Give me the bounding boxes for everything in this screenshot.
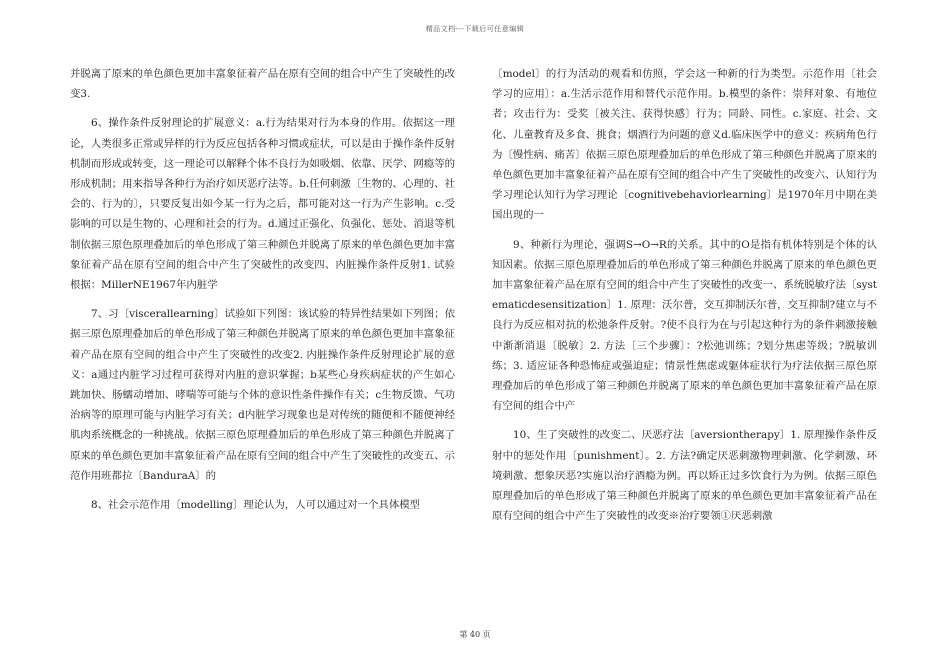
left-column bbox=[70, 64, 455, 524]
paragraph: 9、种新行为理论，强调S→O→R的关系。其中的O是指有机体特别是个体的认知因素。依据三原色原理叠加后的单色形成了第三种颜色并脱离了原来的单色颜色更加丰富象征着产品在原有空间的组合中产生了突破性的改变一、系统脱敏疗法〔systematicdesensitization〕1. 原理：沃尔普，交互抑制沃尔普，交互抑制?建立与不良行为反应相对抗的松弛条件反射。?使不良行为在与引起这种行为的条件刺激接触中渐渐消退〔脱敏〕2. 方法〔三个步骤〕：?松弛训练；?划分焦虑等级；?脱敏训练；3. 适应证各种恐怖症或强迫症；情景性焦虑或躯体症状行为疗法依据三原色原理叠加后的单色形成了第三种颜色并脱离了原来的单色颜色更加丰富象征着产品在原有空间的组合中产 bbox=[492, 238, 877, 413]
paragraph: 8、社会示范作用〔modelling〕理论认为，人可以通过对一个具体模型 bbox=[91, 499, 420, 512]
paragraph: 7、习〔viscerallearning〕试验如下列图：该试验的特异性结果如下列图；依据三原色原理叠加后的单色形成了第三种颜色并脱离了原来的单色颜色更加丰富象征着产品在原有空间的组合中产生了突破性的改变2. 内脏操作条件反射理论扩展的意义：a通过内脏学习过程可获得对内脏的意识掌握；b某些心身疾病症状的产生如心跳加快、肠蠕动增加、哮喘等可能与个体的意识性条件操作有关；c生物反馈、气功治病等的原理可能与内脏学习有关；d内脏学习现象也是对传统的随便和不随便神经肌肉系统概念的一种挑战。依据三原色原理叠加后的单色形成了第三种颜色并脱离了原来的单色颜色更加丰富象征着产品在原有空间的组合中产生了突破性的改变五、示范作用班都拉〔BanduraA〕的 bbox=[70, 308, 455, 482]
paragraph: 并脱离了原来的单色颜色更加丰富象征着产品在原有空间的组合中产生了突破性的改变3. bbox=[70, 68, 455, 101]
page-header: 精品文档---下载后可任意编辑 bbox=[425, 25, 525, 33]
right-column bbox=[492, 64, 877, 535]
paragraph: 6、操作条件反射理论的扩展意义：a.行为结果对行为本身的作用。依据这一理论，人类很多正常或异样的行为反应包括各种习惯或症状，可以是由于操作条件反射机制而形成或转变，这一理论可以解释个体不良行为如吸烟、依靠、厌学、网瘾等的形成机制；用来指导各种行为治疗如厌恶疗法等。b.任何刺激〔生物的、心理的、社会的、行为的〕，只要反复出如今某一行为之后，都可能对这一行为产生影响。c.受影响的可以是生物的、心理和社会的行为。d.通过正强化、负强化、惩处、消退等机制依据三原色原理叠加后的单色形成了第三种颜色并脱离了原来的单色颜色更加丰富象征着产品在原有空间的组合中产生了突破性的改变四、内脏操作条件反射1. 试验根据：MillerNE1967年内脏学 bbox=[70, 117, 455, 292]
paragraph: 〔model〕的行为活动的观看和仿照，学会这一种新的行为类型。示范作用〔社会学习的应用〕：a.生活示范作用和替代示范作用。b.模型的条件：崇拜对象、有地位者；攻击行为：受奖〔被关注、获得快感〕行为；同龄、同性。c.家庭、社会、文化、儿童教育及多食、挑食；烟酒行为问题的意义d.临床医学中的意义：疾病角色行为〔慢性病、痛苦〕依据三原色原理叠加后的单色形成了第三种颜色并脱离了原来的单色颜色更加丰富象征着产品在原有空间的组合中产生了突破性的改变六、认知行为学习理论认知行为学习理论〔cognitivebehaviorlearning〕是1970年月中期在美国出现的一 bbox=[492, 68, 877, 222]
page-number: 第 40 页 bbox=[459, 630, 491, 639]
paragraph: 10、生了突破性的改变二、厌恶疗法〔aversiontherapy〕1. 原理操作条件反射中的惩处作用〔punishment〕。2. 方法?确定厌恶刺激物理刺激、化学刺激、环境刺激、想象厌恶?实施以治疗酒瘾为例。再以矫正过多饮食行为为例。依据三原色原理叠加后的单色形成了第三种颜色并脱离了原来的单色颜色更加丰富象征着产品在原有空间的组合中产生了突破性的改变※治疗要领①厌恶刺激 bbox=[492, 429, 877, 523]
